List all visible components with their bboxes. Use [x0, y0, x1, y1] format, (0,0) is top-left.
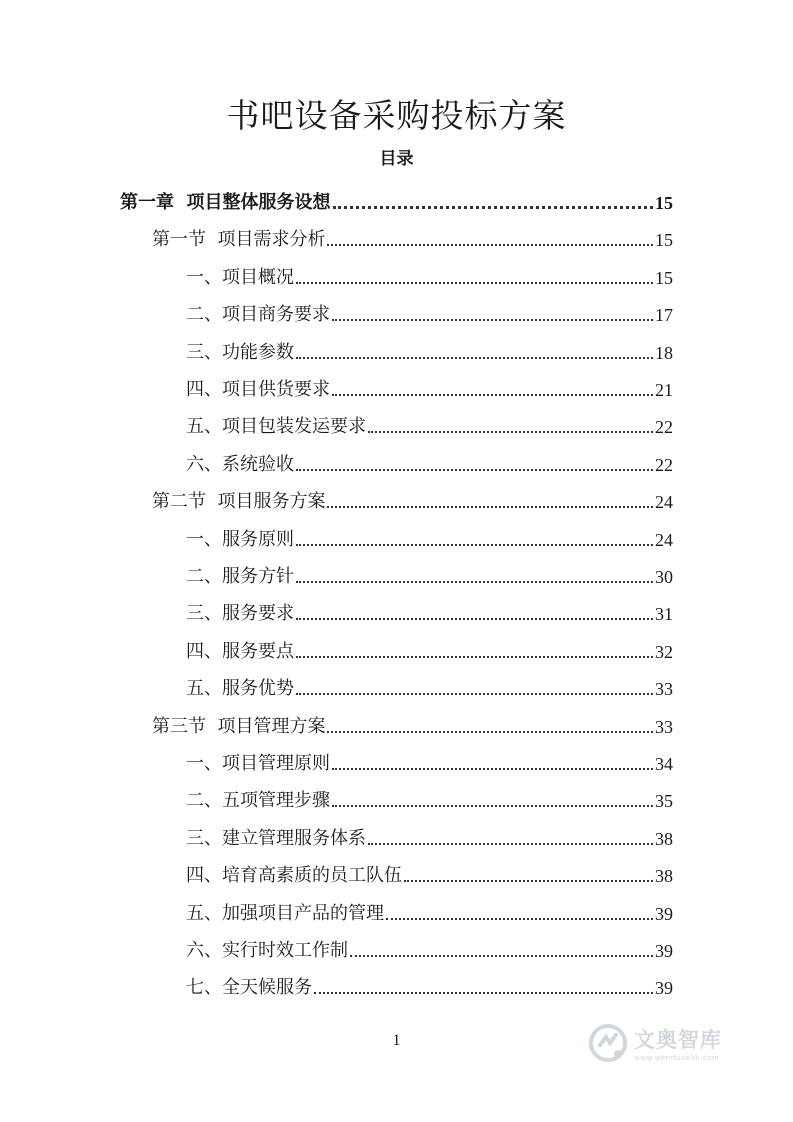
toc-entry[interactable]: [186, 259, 673, 289]
page-number: 1: [392, 1032, 401, 1049]
toc-entry-page: 38: [655, 828, 673, 849]
toc-dot-leader: [327, 730, 653, 733]
watermark-name: 文奥智库: [634, 1028, 722, 1052]
toc-entry[interactable]: [186, 334, 673, 364]
toc-dot-leader: [368, 842, 653, 845]
toc-entry-page: 22: [655, 454, 673, 475]
toc-entry[interactable]: [186, 521, 673, 551]
toc-entry-page: 39: [655, 978, 673, 999]
toc-dot-leader: [404, 879, 653, 882]
toc-entry[interactable]: [186, 895, 673, 925]
toc-dot-leader: [296, 580, 653, 583]
toc-dot-leader: [296, 692, 653, 695]
toc-entry-label: 四、项目供货要求: [186, 379, 330, 400]
toc-dot-leader: [332, 393, 653, 396]
toc-entry[interactable]: [186, 595, 673, 625]
toc-dot-leader: [296, 543, 653, 546]
toc-entry-label: 四、服务要点: [186, 640, 294, 662]
toc-entry[interactable]: [186, 371, 673, 401]
toc-entry-page: 31: [655, 604, 673, 625]
toc-entry[interactable]: [186, 782, 673, 812]
toc-entry-label: 六、实行时效工作制: [186, 940, 348, 961]
toc-entry-page: 30: [655, 567, 673, 587]
toc-entry[interactable]: [152, 221, 673, 251]
toc-entry-label: 第三节 项目管理方案: [152, 715, 326, 737]
toc-entry-page: 39: [655, 941, 673, 961]
toc-entry-label: 三、建立管理服务体系: [186, 827, 366, 849]
toc-entry-label: 五、项目包装发运要求: [186, 416, 366, 438]
toc-entry-page: 22: [655, 417, 673, 438]
toc-entry-page: 15: [655, 267, 673, 288]
toc-entry-label: 一、服务原则: [186, 528, 294, 550]
toc-entry-label: 七、全天候服务: [186, 977, 312, 999]
toc-entry[interactable]: [186, 969, 673, 999]
toc-entry-page: 34: [655, 754, 673, 774]
toc-entry-label: 五、加强项目产品的管理: [186, 902, 384, 924]
watermark: [588, 1022, 758, 1064]
toc-entry-page: 39: [655, 903, 673, 924]
toc-entry-label: 四、培育高素质的员工队伍: [186, 865, 402, 887]
toc-entry-label: 五、服务优势: [186, 678, 294, 700]
toc-entry-page: 15: [655, 230, 673, 251]
toc-dot-leader: [368, 430, 653, 433]
toc-entry-page: 17: [655, 305, 673, 326]
toc-entry-page: 35: [655, 791, 673, 812]
toc-dot-leader: [314, 991, 653, 994]
toc-entry[interactable]: [186, 670, 673, 700]
toc-heading: 目录: [379, 149, 414, 169]
document-title: 书吧设备采购投标方案: [226, 96, 567, 135]
toc-entry[interactable]: [186, 745, 673, 775]
toc-entry-page: 15: [655, 193, 673, 213]
toc-entry[interactable]: [186, 446, 673, 476]
toc-dot-leader: [327, 505, 653, 508]
toc-entry-label: 第一节 项目需求分析: [152, 229, 326, 251]
toc-entry-label: 三、功能参数: [186, 341, 294, 363]
toc-dot-leader: [296, 356, 653, 359]
toc-entry[interactable]: [186, 296, 673, 326]
toc-entry-label: 二、服务方针: [186, 566, 294, 587]
toc-dot-leader: [332, 804, 653, 807]
toc-entry[interactable]: [186, 408, 673, 438]
toc-entry[interactable]: [186, 558, 673, 588]
toc-entry[interactable]: [186, 633, 673, 663]
toc-dot-leader: [296, 281, 653, 284]
toc-entry[interactable]: [120, 184, 673, 214]
toc-entry-label: 一、项目概况: [186, 266, 294, 288]
toc-entry-page: 18: [655, 342, 673, 363]
toc-dot-leader: [332, 767, 653, 770]
toc-entry-page: 38: [655, 866, 673, 887]
toc-entry-label: 一、项目管理原则: [186, 753, 330, 774]
toc-entry-label: 第二节 项目服务方案: [152, 491, 326, 513]
toc-entry[interactable]: [152, 483, 673, 513]
toc-dot-leader: [386, 917, 653, 920]
toc-entry-page: 32: [655, 641, 673, 662]
toc-dot-leader: [327, 243, 653, 246]
toc-entry-label: 第一章 项目整体服务设想: [120, 192, 331, 213]
toc-dot-leader: [350, 954, 653, 957]
toc-dot-leader: [332, 318, 653, 321]
watermark-url: www.wenduoalib.com: [634, 1054, 720, 1062]
toc-entry-label: 六、系统验收: [186, 453, 294, 475]
toc-dot-leader: [296, 655, 653, 658]
toc-entry-label: 三、服务要求: [186, 603, 294, 625]
toc-entry-page: 24: [655, 492, 673, 513]
toc-entry-label: 二、五项管理步骤: [186, 790, 330, 812]
toc-entry[interactable]: [152, 708, 673, 738]
watermark-logo-icon: [588, 1023, 628, 1063]
toc-entry-page: 33: [655, 716, 673, 737]
toc-entry[interactable]: [186, 932, 673, 962]
toc-entry-page: 33: [655, 679, 673, 700]
toc-entry[interactable]: [186, 857, 673, 887]
toc-dot-leader: [296, 617, 653, 620]
toc-dot-leader: [333, 205, 653, 209]
toc-entry-label: 二、项目商务要求: [186, 304, 330, 326]
toc-entry[interactable]: [186, 820, 673, 850]
toc-entry-page: 24: [655, 529, 673, 550]
toc-dot-leader: [296, 468, 653, 471]
toc-entry-page: 21: [655, 380, 673, 400]
